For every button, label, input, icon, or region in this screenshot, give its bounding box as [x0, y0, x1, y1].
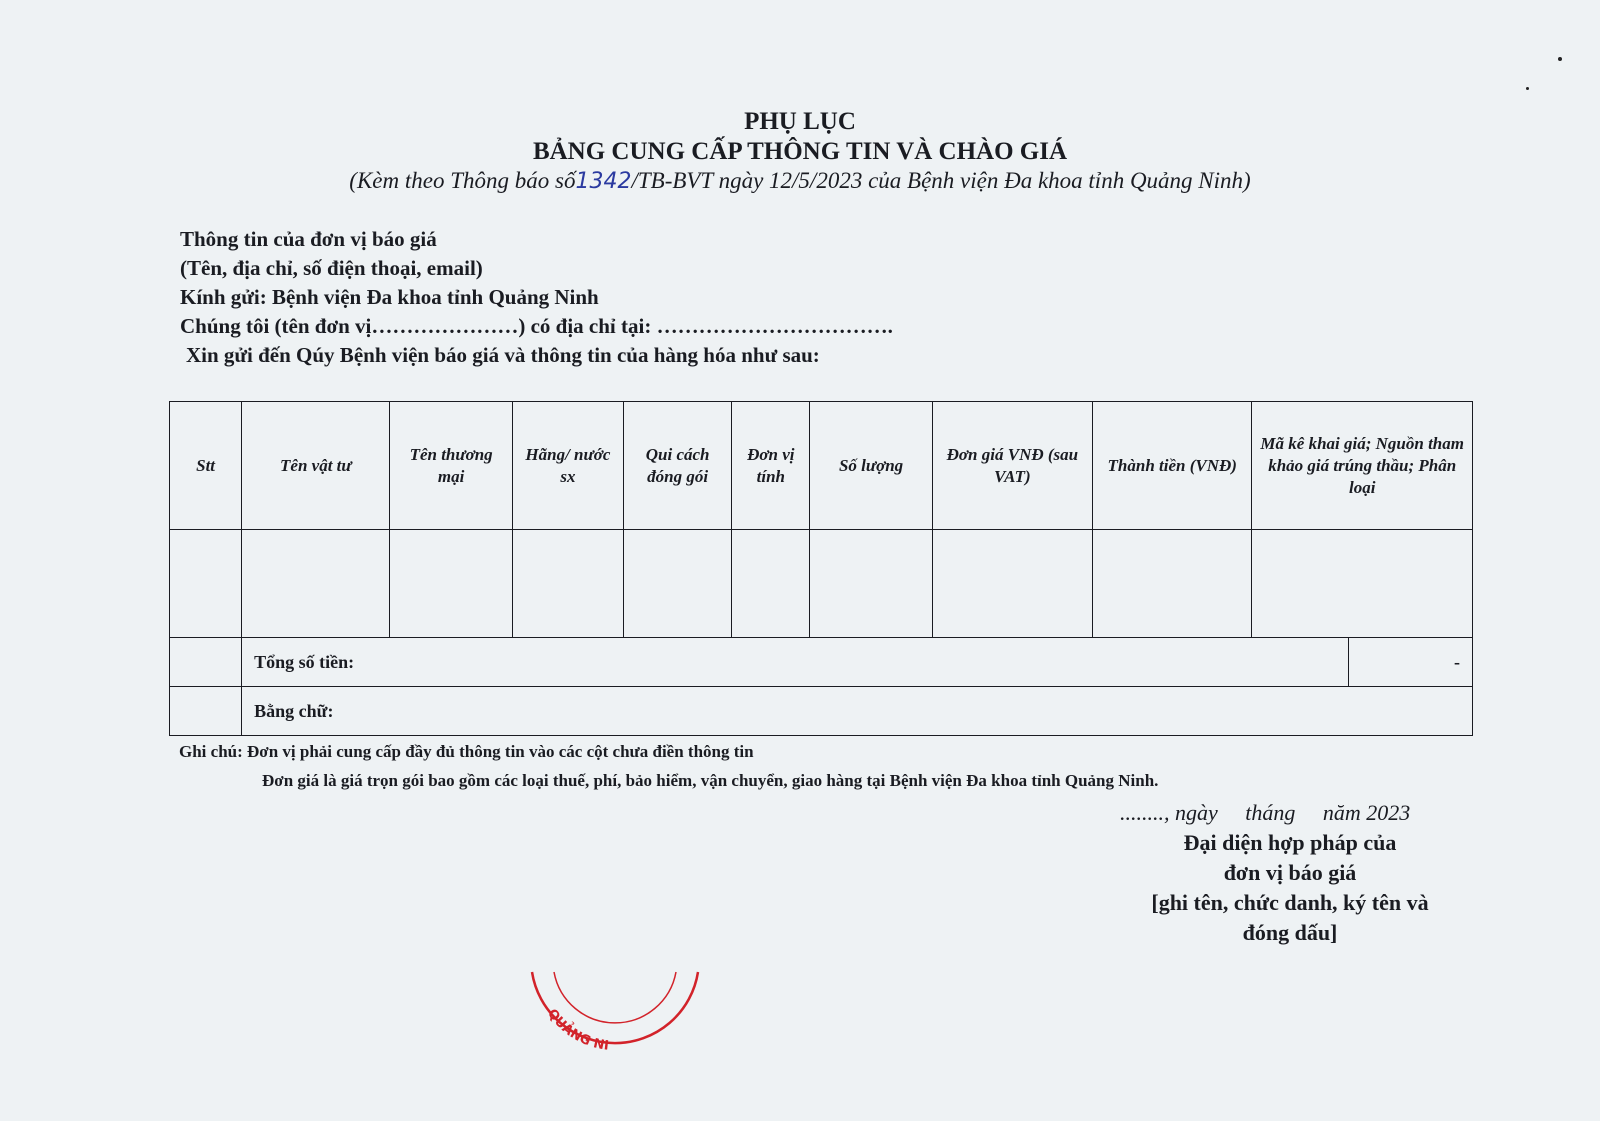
red-stamp: [530, 960, 700, 1060]
header-cell-unit: Đơn vị tính: [732, 402, 810, 530]
table-cell[interactable]: [512, 530, 623, 638]
scan-speck: [1558, 57, 1562, 61]
table-cell[interactable]: [732, 530, 810, 638]
signature-line-4: đóng dấu]: [1242, 920, 1338, 945]
note-line-2: Đơn giá là giá trọn gói bao gồm các loại thuế, phí, bảo hiểm, vận chuyển, giao hàng tại Bệnh viện Đa khoa tỉnh Quảng Ninh.: [262, 771, 1159, 790]
signature-line-2: đơn vị báo giá: [1223, 860, 1357, 885]
svg-text:QUẢNG NI: [544, 1006, 610, 1053]
header-cell-stt: Stt: [170, 402, 242, 530]
table-cell[interactable]: [624, 530, 732, 638]
info-line-2: (Tên, địa chỉ, số điện thoại, email): [180, 256, 483, 280]
table-cell[interactable]: [242, 530, 390, 638]
reference-prefix: (Kèm theo Thông báo số: [349, 168, 576, 193]
table-cell[interactable]: [810, 530, 932, 638]
total-row: [170, 638, 1473, 687]
header-cell-amount: Thành tiền (VNĐ): [1093, 402, 1252, 530]
info-line-3: Kính gửi: Bệnh viện Đa khoa tỉnh Quảng Ninh: [180, 285, 599, 309]
header-cell-quantity: Số lượng: [810, 402, 932, 530]
table-cell: [170, 687, 242, 736]
quote-table: [169, 401, 1473, 736]
note-line-1: Ghi chú: Đơn vị phải cung cấp đầy đủ thông tin vào các cột chưa điền thông tin: [179, 742, 754, 761]
signature-date-line: ........, ngày tháng năm 2023: [1120, 800, 1411, 825]
page-title: PHỤ LỤC: [744, 108, 856, 135]
info-line-4: Chúng tôi (tên đơn vị…………………) có địa chỉ tại: …………………………….: [180, 314, 893, 338]
signature-line-1: Đại diện hợp pháp của: [1183, 830, 1397, 855]
table-header-row: [170, 402, 1473, 530]
reference-suffix: /TB-BVT ngày 12/5/2023 của Bệnh viện Đa khoa tỉnh Quảng Ninh): [631, 168, 1251, 193]
header-cell-packaging: Qui cách đóng gói: [624, 402, 732, 530]
table-cell[interactable]: [932, 530, 1092, 638]
header-cell-trade-name: Tên thương mại: [390, 402, 512, 530]
document-heading: BẢNG CUNG CẤP THÔNG TIN VÀ CHÀO GIÁ: [532, 138, 1068, 165]
table-cell[interactable]: [170, 530, 242, 638]
table-cell[interactable]: [1252, 530, 1473, 638]
handwritten-number: 1342: [575, 169, 632, 194]
info-line-1: Thông tin của đơn vị báo giá: [180, 227, 437, 251]
table-cell[interactable]: [390, 530, 512, 638]
header-cell-item-name: Tên vật tư: [242, 402, 390, 530]
header-cell-price-code: Mã kê khai giá; Nguồn tham khảo giá trúng thầu; Phân loại: [1252, 402, 1473, 530]
info-line-5: Xin gửi đến Qúy Bệnh viện báo giá và thông tin của hàng hóa như sau:: [186, 343, 820, 367]
reference-line: [0, 168, 1600, 194]
header-cell-unit-price: Đơn giá VNĐ (sau VAT): [932, 402, 1092, 530]
table-row: [170, 530, 1473, 638]
stamp-text: QUẢNG NI: [544, 1006, 610, 1054]
signature-line-3: [ghi tên, chức danh, ký tên và: [1151, 890, 1429, 915]
total-label: Tổng số tiền:: [242, 638, 1348, 687]
amount-in-words-label[interactable]: Bằng chữ:: [242, 687, 1473, 736]
amount-in-words-row: [170, 687, 1473, 736]
table-cell: [170, 638, 242, 687]
header-cell-manufacturer: Hãng/ nước sx: [512, 402, 623, 530]
total-value[interactable]: -: [1348, 638, 1472, 687]
scan-speck: [1526, 87, 1529, 90]
table-cell[interactable]: [1093, 530, 1252, 638]
